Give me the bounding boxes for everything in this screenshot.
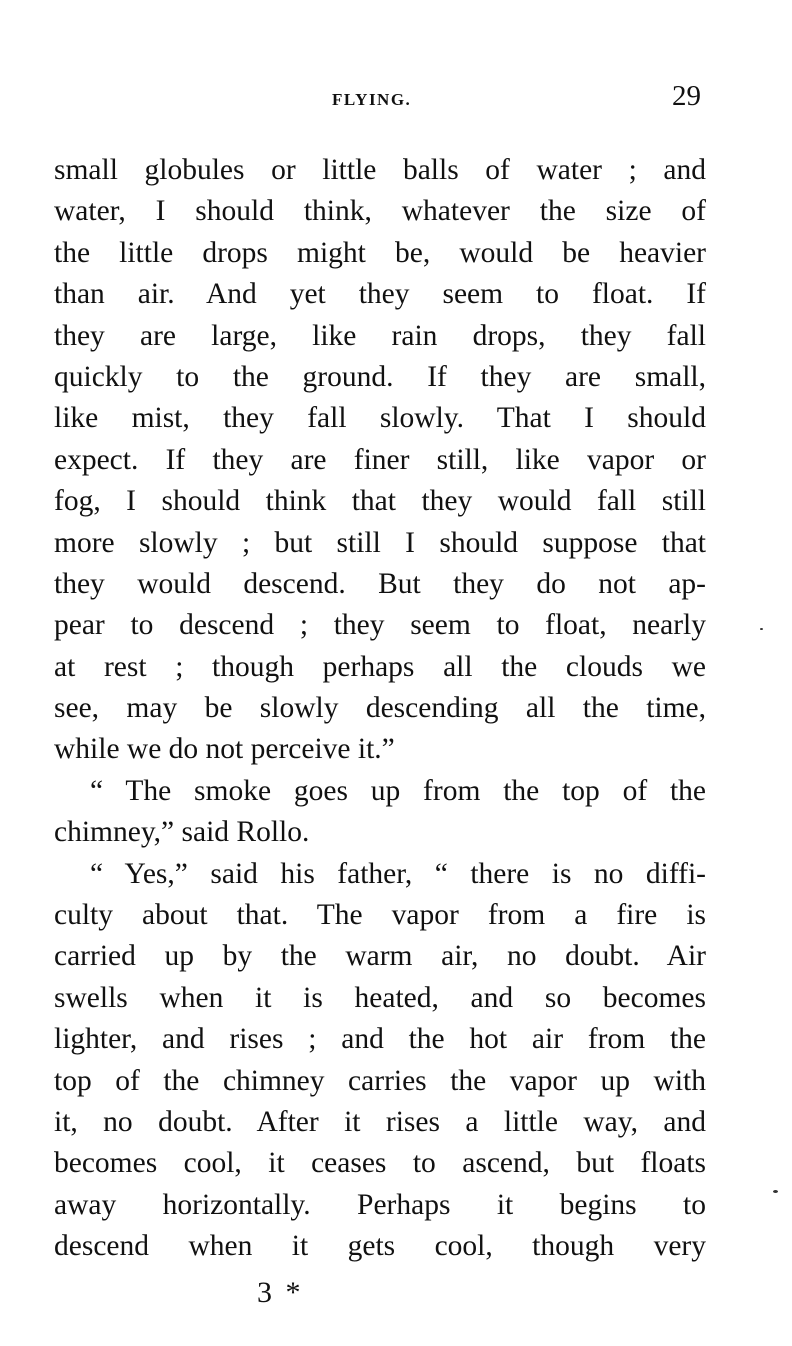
text-line: “ The smoke goes up from the top of the (90, 774, 706, 807)
text-line: fog, I should think that they would fall still (54, 485, 706, 518)
text-line: swells when it is heated, and so becomes (54, 981, 706, 1014)
text-line: becomes cool, it ceases to ascend, but floats (54, 1147, 706, 1180)
text-line: than air. And yet they seem to float. If (54, 278, 706, 311)
text-line: they would descend. But they do not ap- (54, 567, 706, 600)
text-line: it, no doubt. After it rises a little way, and (54, 1105, 706, 1138)
text-line: the little drops might be, would be heavier (54, 236, 706, 269)
scan-speck (773, 1190, 778, 1193)
text-line: lighter, and rises ; and the hot air from the (54, 1023, 706, 1056)
signature-mark: 3 * (257, 1276, 304, 1309)
text-line: quickly to the ground. If they are small, (54, 360, 706, 393)
text-line: small globules or little balls of water ; and (54, 154, 706, 186)
text-line: pear to descend ; they seem to float, nearly (54, 609, 706, 642)
scan-speck (760, 628, 763, 630)
text-line: while we do not perceive it.” (54, 733, 395, 766)
text-line: away horizontally. Perhaps it begins to (54, 1188, 706, 1221)
text-line: culty about that. The vapor from a fire is (54, 899, 706, 932)
text-line: top of the chimney carries the vapor up with (54, 1064, 706, 1097)
running-head: FLYING. (332, 90, 412, 109)
text-line: like mist, they fall slowly. That I should (54, 402, 706, 435)
text-line: at rest ; though perhaps all the clouds we (54, 650, 706, 683)
page-number: 29 (672, 80, 701, 112)
text-line: see, may be slowly descending all the time, (54, 692, 706, 725)
text-line: expect. If they are finer still, like vapor or (54, 443, 706, 476)
text-line: descend when it gets cool, though very (54, 1230, 706, 1263)
text-line: chimney,” said Rollo. (54, 816, 310, 849)
text-line: “ Yes,” said his father, “ there is no diffi- (90, 857, 706, 890)
body-text (54, 150, 706, 1268)
text-line: they are large, like rain drops, they fall (54, 319, 706, 352)
text-line: water, I should think, whatever the size of (54, 195, 706, 228)
text-line: carried up by the warm air, no doubt. Air (54, 940, 706, 973)
text-line: more slowly ; but still I should suppose that (54, 526, 706, 559)
